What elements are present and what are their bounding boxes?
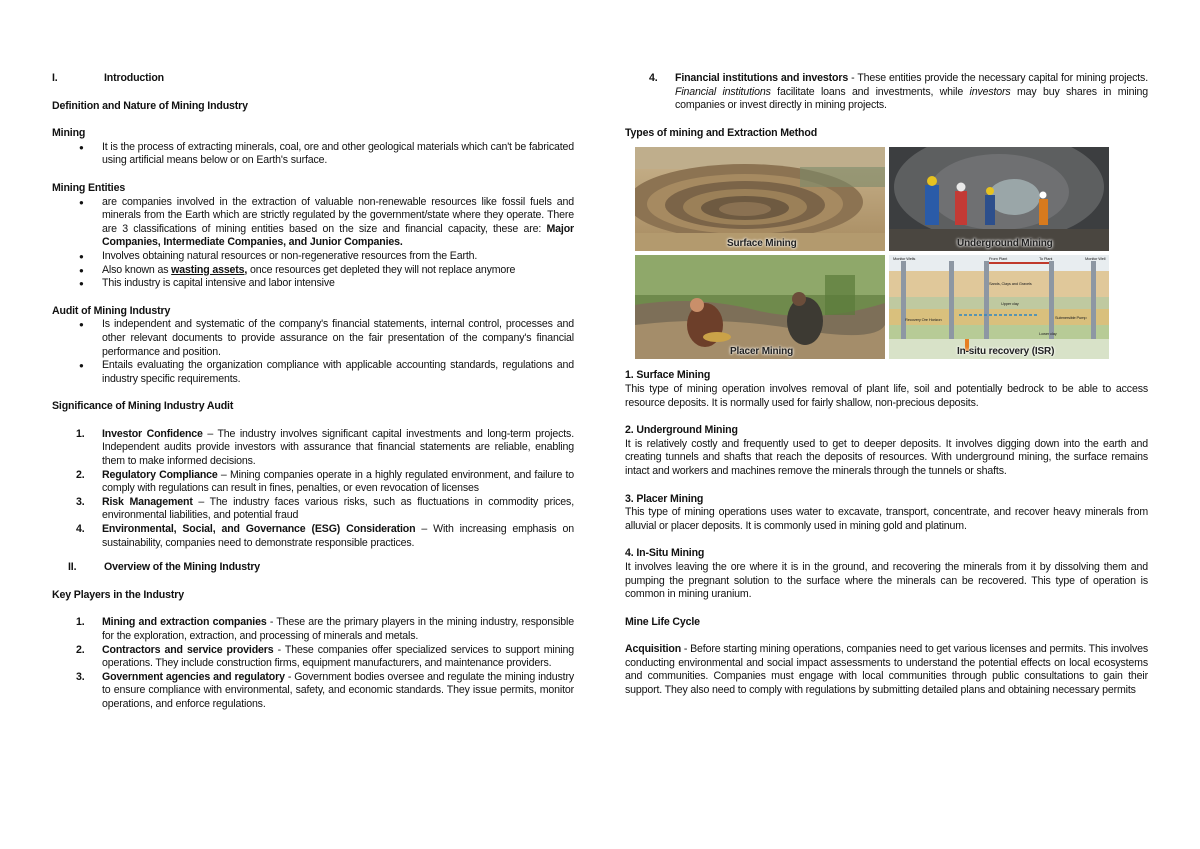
item-number: 2. (76, 643, 85, 656)
significance-heading: Significance of Mining Industry Audit (52, 400, 234, 413)
surface-mining-caption: Surface Mining (727, 237, 797, 249)
mining-heading: Mining (52, 127, 86, 140)
acquisition-term: Acquisition (625, 643, 682, 656)
isr-diagram-graphic (889, 255, 1109, 359)
method-title: 4. In-Situ Mining (625, 547, 705, 560)
method-title: 1. Surface Mining (625, 369, 711, 382)
item-number: 4. (76, 523, 85, 536)
bullet-bold-text: Major Companies, Intermediate Companies, and Junior Companies. (102, 222, 574, 249)
method-text: It is relatively costly and frequently used to get to deeper deposits. It involves digging down into the earth and creating tunnels and shafts that reach the deposits of resources. With underground mining, the surface remains intact and workers and machines remove the minerals through the tunnels or shafts. (625, 437, 1148, 477)
bullet-text: Also known as (102, 263, 172, 276)
isr-label-lower-clay: Lower clay (1039, 331, 1057, 337)
placer-mining-image (635, 255, 885, 359)
item-term: Contractors and service providers (102, 643, 274, 656)
surface-mining-graphic (635, 147, 885, 251)
mining-types-image-grid (635, 147, 1109, 359)
mining-entities-heading: Mining Entities (52, 181, 126, 194)
item-text: - Government bodies oversee and regulate the mining industry to ensure compliance with environmental, safety, and economic standards. They issue permits, monitor operations, and enforce regulations. (102, 670, 574, 710)
isr-caption: In-situ recovery (ISR) (957, 345, 1055, 357)
bullet-item (52, 196, 574, 250)
item-number: 2. (76, 468, 85, 481)
item-number: 3. (76, 495, 85, 508)
key-players-list-continued (625, 72, 1148, 113)
bullet-item: ● Involves obtaining natural resources or non-regenerative resources from the Earth. (52, 250, 574, 264)
acquisition-paragraph (625, 643, 1148, 697)
isr-label-ore-horizon: Recovery Ore Horizon (905, 317, 942, 323)
item-text: - These companies offer specialized services to support mining operations. They include construction firms, equipment manufacturers, and maintenance providers. (102, 643, 574, 670)
method-text: This type of mining operations uses water to excavate, transport, concentrate, and recover heavy minerals from alluvial or placer deposits. It is commonly used in mining gold and platinum. (625, 506, 1148, 532)
list-item (52, 616, 574, 643)
section-number: II. (68, 561, 77, 574)
bullet-item: ● It is the process of extracting minerals, coal, ore and other geological materials which can't be fabricated using artificial means below or on Earth's surface. (52, 141, 574, 168)
item-term: Risk Management (102, 495, 193, 508)
isr-label-to-plant: To Plant (1039, 256, 1053, 262)
item-number: 4. (649, 72, 658, 84)
section-title: Overview of the Mining Industry (104, 561, 261, 574)
surface-mining-image (635, 147, 885, 251)
definition-heading: Definition and Nature of Mining Industry (52, 99, 248, 112)
underground-mining-caption: Underground Mining (957, 237, 1053, 249)
item-term: Government agencies and regulatory (102, 670, 285, 683)
list-item (52, 496, 574, 523)
list-item (52, 523, 574, 550)
audit-heading: Audit of Mining Industry (52, 304, 171, 317)
list-item (52, 428, 574, 469)
list-item (625, 72, 1148, 113)
section-title: Introduction (104, 72, 164, 84)
bullet-item: ● Is independent and systematic of the company's financial statements, internal control, processes and other relevant documents to provide assurance on the fair presentation of the company's financial performance and position. (52, 318, 574, 359)
bullet-item: ● Entails evaluating the organization compliance with applicable accounting standards, regulations and industry specific requirements. (52, 359, 574, 386)
placer-mining-graphic (635, 255, 885, 359)
item-text: - These are the primary players in the mining industry, responsible for the exploration, extraction, and processing of minerals and metals. (102, 616, 574, 642)
bullet-text: once resources get depleted they will not replace anymore (247, 263, 516, 276)
bullet-item: ● This industry is capital intensive and labor intensive (52, 277, 574, 291)
item-text: facilitate loans and investments, while (770, 85, 970, 98)
key-players-heading: Key Players in the Industry (52, 588, 184, 601)
significance-list (52, 428, 574, 550)
wasting-assets-term: wasting assets, (171, 263, 248, 276)
isr-label-upper-clay: Upper clay (1001, 301, 1019, 307)
section-heading-overview (52, 561, 574, 575)
item-italic: investors (969, 85, 1011, 98)
section-number: I. (52, 72, 58, 84)
underground-mining-image (889, 147, 1109, 251)
method-text: This type of mining operation involves removal of plant life, soil and potentially bedrock to be able to access resource deposits. It is normally used for fairly shallow, non-precious deposits. (625, 382, 1148, 409)
right-column (625, 72, 1148, 698)
mining-entities-bullets (52, 196, 574, 291)
bullet-item (52, 264, 574, 278)
underground-mining-graphic (889, 147, 1109, 251)
item-text: – The industry faces various risks, such as fluctuations in commodity prices, environmental liabilities, and potential fraud (102, 495, 574, 522)
acquisition-text: - Before starting mining operations, companies need to get various licenses and permits. This involves conducting environmental and social impact assessments to understand the potential effects on local ecosystems and communities. Companies must engage with local communities through public consultations to gain their support. They also need to comply with regulations by submitting detailed plans and obtaining necessary permits (625, 643, 1148, 697)
mining-bullets (52, 141, 574, 168)
item-text: – The industry involves significant capital investments and long-term projects. Independent audits provide investors with assurance that financial statements are reliable, enabling them to make informed decisions. (102, 427, 574, 468)
item-term: Regulatory Compliance (102, 468, 218, 481)
isr-label-from-plant: From Plant (989, 256, 1008, 262)
item-number: 3. (76, 670, 85, 683)
item-term: Environmental, Social, and Governance (ESG) Consideration (102, 523, 416, 536)
method-title: 2. Underground Mining (625, 424, 738, 437)
item-term: Investor Confidence (102, 427, 203, 440)
item-term: Financial institutions and investors (675, 72, 849, 84)
isr-label-sands: Sands, Clays and Gravels (989, 281, 1032, 287)
isr-label-monitor-wells: Monitor Wells (893, 256, 916, 262)
isr-label-monitor-well: Monitor Well (1085, 256, 1106, 262)
item-term: Mining and extraction companies (102, 616, 267, 629)
method-text: It involves leaving the ore where it is in the ground, and recovering the minerals from it by dissolving them and pumping the pregnant solution to the surface where the minerals can be recovered. This type of operation is common in mining uranium. (625, 560, 1148, 601)
method-title: 3. Placer Mining (625, 492, 704, 505)
item-text: - These entities provide the necessary capital for mining projects. (848, 72, 1148, 84)
item-number: 1. (76, 616, 85, 629)
item-text: may buy shares in mining companies or invest directly in mining projects. (675, 85, 1149, 112)
list-item (52, 671, 574, 712)
list-item (52, 469, 574, 496)
mine-life-cycle-heading: Mine Life Cycle (625, 615, 700, 628)
isr-label-submersible: Submersible Pump (1055, 315, 1087, 321)
section-heading-introduction (52, 72, 574, 86)
item-italic: Financial institutions (675, 85, 771, 98)
list-item (52, 644, 574, 671)
item-text: – With increasing emphasis on sustainability, companies need to demonstrate responsible practices. (102, 523, 574, 549)
placer-mining-caption: Placer Mining (730, 345, 794, 357)
bullet-text: are companies involved in the extraction of valuable non-renewable resources like fossil fuels and minerals from the Earth which are strictly regulated by the government/state where they operate. There are 3 classifications of mining entities based on the size and financial capacity, these are: (102, 195, 574, 235)
audit-bullets (52, 318, 574, 386)
key-players-list (52, 616, 574, 711)
types-heading: Types of mining and Extraction Method (625, 126, 818, 139)
left-column (52, 72, 574, 712)
isr-diagram-image (889, 255, 1109, 359)
item-text: – Mining companies operate in a highly regulated environment, and failure to comply with regulations can result in fines, penalties, or even revocation of licenses (102, 468, 575, 495)
item-number: 1. (76, 427, 85, 440)
